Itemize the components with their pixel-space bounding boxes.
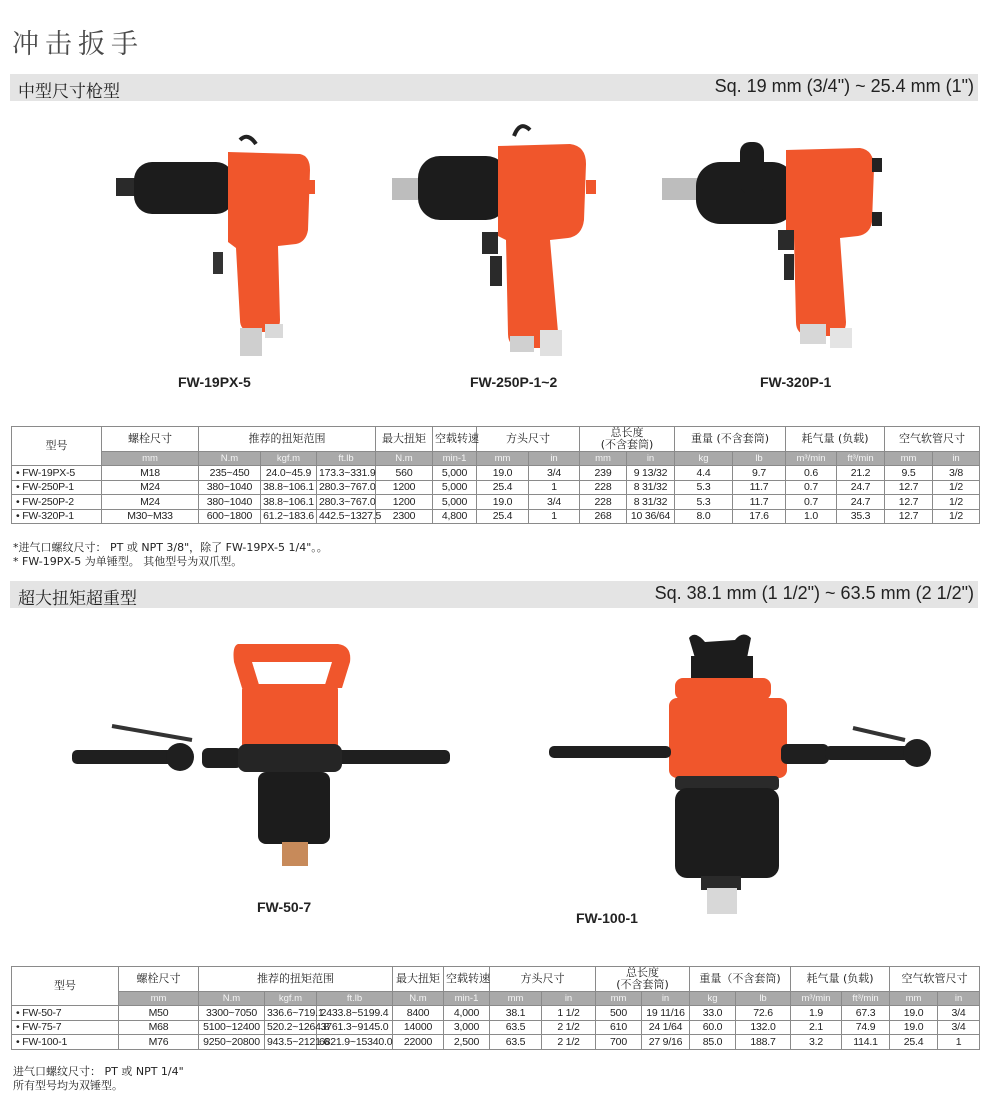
table-cell: 943.5~2121.6 (265, 1035, 317, 1050)
table-cell: 114.1 (842, 1035, 890, 1050)
table-cell: 3300~7050 (199, 1006, 265, 1021)
table-cell: 3/4 (529, 495, 580, 510)
table-cell: 5,000 (433, 466, 477, 481)
col-bolt: 螺栓尺寸 (119, 967, 199, 992)
table-cell: 8.0 (675, 509, 733, 524)
table-cell: 25.4 (890, 1035, 938, 1050)
table-cell: 5,000 (433, 480, 477, 495)
model-cell: • FW-320P-1 (12, 509, 102, 524)
table-cell: 5,000 (433, 495, 477, 510)
table-cell: 0.7 (786, 495, 837, 510)
table-cell: 24.0~45.9 (261, 466, 317, 481)
table-cell: M68 (119, 1020, 199, 1035)
table-cell: 1/2 (933, 509, 980, 524)
table-cell: 3/4 (938, 1006, 980, 1021)
table1-note-1: *进气口螺纹尺寸： PT 或 NPT 3/8"，除了 FW-19PX-5 1/4"。。 (13, 541, 328, 554)
table-cell: M76 (119, 1035, 199, 1050)
table-cell: 60.0 (690, 1020, 736, 1035)
table-cell: 85.0 (690, 1035, 736, 1050)
col-torque: 推荐的扭矩范围 (199, 427, 376, 452)
unit-cell: ft.lb (317, 452, 376, 466)
table-cell: 5.3 (675, 495, 733, 510)
table-cell: 2300 (376, 509, 433, 524)
table-cell: 500 (596, 1006, 642, 1021)
table-cell: 228 (580, 480, 627, 495)
table-cell: 8 31/32 (627, 495, 675, 510)
table1-note-2: * FW-19PX-5 为单锤型。 其他型号为双爪型。 (13, 555, 243, 568)
unit-cell: in (642, 992, 690, 1006)
col-square: 方头尺寸 (490, 967, 596, 992)
table-cell: 33.0 (690, 1006, 736, 1021)
table-cell: 4.4 (675, 466, 733, 481)
table-cell: 2433.8~5199.4 (317, 1006, 393, 1021)
section-label: 超大扭矩超重型 (18, 589, 137, 609)
table2-body (12, 1006, 980, 1050)
unit-cell: kg (690, 992, 736, 1006)
model-cell: • FW-100-1 (12, 1035, 119, 1050)
unit-cell: mm (885, 452, 933, 466)
table-cell: 3/4 (529, 466, 580, 481)
table-cell: 1 (938, 1035, 980, 1050)
table-cell: 11.7 (733, 495, 786, 510)
col-air: 耗气量 (负载) (786, 427, 885, 452)
unit-cell: kgf.m (261, 452, 317, 466)
col-weight: 重量（不含套筒) (690, 967, 791, 992)
unit-cell: kg (675, 452, 733, 466)
table-cell: 12.7 (885, 480, 933, 495)
unit-cell: ft³/min (842, 992, 890, 1006)
table-cell: 19.0 (477, 495, 529, 510)
table-cell: 1.0 (786, 509, 837, 524)
table2-note-2: 所有型号均为双锤型。 (13, 1079, 123, 1092)
fw-50-7-image (62, 640, 454, 872)
table-cell: 1/2 (933, 495, 980, 510)
unit-cell: in (933, 452, 980, 466)
table-cell: 24.7 (837, 480, 885, 495)
col-length (580, 427, 675, 452)
table-cell: 4,000 (444, 1006, 490, 1021)
section-label: 中型尺寸枪型 (18, 82, 120, 102)
table-cell: 27 9/16 (642, 1035, 690, 1050)
unit-cell: ft.lb (317, 992, 393, 1006)
table-row (12, 1006, 980, 1021)
col-torque: 推荐的扭矩范围 (199, 967, 393, 992)
table-cell: 63.5 (490, 1020, 542, 1035)
table-cell: 19.0 (890, 1020, 938, 1035)
table-row (12, 466, 980, 481)
table-cell: 72.6 (736, 1006, 791, 1021)
table2-note-1: 进气口螺纹尺寸： PT 或 NPT 1/4" (13, 1065, 184, 1078)
table-cell: 38.8~106.1 (261, 480, 317, 495)
table-cell: 700 (596, 1035, 642, 1050)
table-cell: 8 31/32 (627, 480, 675, 495)
col-model: 型号 (12, 967, 119, 1006)
table-cell: 9 13/32 (627, 466, 675, 481)
table-row (12, 495, 980, 510)
table-cell: M50 (119, 1006, 199, 1021)
model-cell: • FW-75-7 (12, 1020, 119, 1035)
unit-cell: mm (490, 992, 542, 1006)
table-cell: 25.4 (477, 480, 529, 495)
table-cell: 3761.3~9145.0 (317, 1020, 393, 1035)
fw-250p-1-image (390, 120, 600, 365)
table-cell: 12.7 (885, 495, 933, 510)
model-cell: • FW-50-7 (12, 1006, 119, 1021)
col-bolt: 螺栓尺寸 (102, 427, 199, 452)
section-size-range: Sq. 38.1 mm (1 1/2") ~ 63.5 mm (2 1/2") (654, 583, 974, 603)
table-row (12, 509, 980, 524)
unit-cell: m³/min (786, 452, 837, 466)
table-row (12, 1035, 980, 1050)
table-cell: 25.4 (477, 509, 529, 524)
table-cell: 8400 (393, 1006, 444, 1021)
table-cell: 1 1/2 (542, 1006, 596, 1021)
table-cell: 2 1/2 (542, 1035, 596, 1050)
table-unit-row (12, 452, 980, 466)
table-cell: 24.7 (837, 495, 885, 510)
table-cell: 67.3 (842, 1006, 890, 1021)
table-cell: 173.3~331.9 (317, 466, 376, 481)
unit-cell: mm (596, 992, 642, 1006)
table-row (12, 480, 980, 495)
model-cell: • FW-250P-1 (12, 480, 102, 495)
model-cell: • FW-250P-2 (12, 495, 102, 510)
table-cell: 9250~20800 (199, 1035, 265, 1050)
table-cell: 3,000 (444, 1020, 490, 1035)
table-cell: 14000 (393, 1020, 444, 1035)
col-square: 方头尺寸 (477, 427, 580, 452)
table-cell: 0.7 (786, 480, 837, 495)
table-cell: 5100~12400 (199, 1020, 265, 1035)
table-cell: 239 (580, 466, 627, 481)
unit-cell: ft³/min (837, 452, 885, 466)
table-cell: 132.0 (736, 1020, 791, 1035)
fw-19px-5-image (110, 130, 330, 365)
table-cell: 19.0 (890, 1006, 938, 1021)
table-cell: 21.2 (837, 466, 885, 481)
table-cell: M30~M33 (102, 509, 199, 524)
col-free-speed: 空载转速 (433, 427, 477, 452)
table-cell: 228 (580, 495, 627, 510)
table-cell: 74.9 (842, 1020, 890, 1035)
section-header-medium-pistol (10, 74, 978, 101)
table-unit-row (12, 992, 980, 1006)
unit-cell: in (529, 452, 580, 466)
col-hose: 空气软管尺寸 (890, 967, 980, 992)
table-header-row (12, 967, 980, 992)
unit-cell: mm (102, 452, 199, 466)
unit-cell: mm (580, 452, 627, 466)
fw-100-1-image (545, 628, 940, 918)
table-cell: 11.7 (733, 480, 786, 495)
table-cell: 17.6 (733, 509, 786, 524)
col-length-line2: (不含套筒) (600, 438, 654, 451)
unit-cell: mm (890, 992, 938, 1006)
table-cell: 61.2~183.6 (261, 509, 317, 524)
unit-cell: kgf.m (265, 992, 317, 1006)
table-cell: 380~1040 (199, 480, 261, 495)
table-cell: 63.5 (490, 1035, 542, 1050)
fw-320p-1-image (660, 138, 885, 353)
unit-cell: mm (119, 992, 199, 1006)
unit-cell: in (938, 992, 980, 1006)
table-cell: 268 (580, 509, 627, 524)
unit-cell: m³/min (791, 992, 842, 1006)
col-length-line2: (不含套筒) (616, 978, 669, 991)
table-cell: 9.7 (733, 466, 786, 481)
section-size-range: Sq. 19 mm (3/4") ~ 25.4 mm (1") (714, 76, 974, 96)
spec-table-heavy (11, 966, 980, 1050)
table-cell: 38.1 (490, 1006, 542, 1021)
col-model: 型号 (12, 427, 102, 466)
table-cell: 280.3~767.0 (317, 480, 376, 495)
table-cell: 442.5~1327.5 (317, 509, 376, 524)
unit-cell: N.m (393, 992, 444, 1006)
product-name-fw-50-7: FW-50-7 (257, 899, 312, 915)
table-cell: 3/8 (933, 466, 980, 481)
unit-cell: mm (477, 452, 529, 466)
table-cell: 336.6~719.1 (265, 1006, 317, 1021)
col-air: 耗气量 (负载) (791, 967, 890, 992)
table-cell: 610 (596, 1020, 642, 1035)
table-cell: 22000 (393, 1035, 444, 1050)
col-max-torque: 最大扭矩 (376, 427, 433, 452)
unit-cell: lb (733, 452, 786, 466)
table-cell: 24 1/64 (642, 1020, 690, 1035)
table-cell: 1.9 (791, 1006, 842, 1021)
table-cell: 560 (376, 466, 433, 481)
table-cell: 1 (529, 480, 580, 495)
model-cell: • FW-19PX-5 (12, 466, 102, 481)
table-cell: 2.1 (791, 1020, 842, 1035)
table-cell: 1200 (376, 480, 433, 495)
table-cell: 280.3~767.0 (317, 495, 376, 510)
table-cell: 1 (529, 509, 580, 524)
table-cell: 3/4 (938, 1020, 980, 1035)
table-cell: M18 (102, 466, 199, 481)
unit-cell: N.m (199, 452, 261, 466)
table-cell: 12.7 (885, 509, 933, 524)
col-max-torque: 最大扭矩 (393, 967, 444, 992)
table1-body (12, 466, 980, 524)
table-cell: 188.7 (736, 1035, 791, 1050)
table-cell: 4,800 (433, 509, 477, 524)
table-cell: 19.0 (477, 466, 529, 481)
col-hose: 空气软管尺寸 (885, 427, 980, 452)
product-name-fw-19px-5: FW-19PX-5 (178, 374, 251, 390)
table-cell: 1/2 (933, 480, 980, 495)
table-cell: 5.3 (675, 480, 733, 495)
col-weight: 重量 (不含套筒) (675, 427, 786, 452)
unit-cell: in (542, 992, 596, 1006)
col-free-speed: 空载转速 (444, 967, 490, 992)
table-cell: 19 11/16 (642, 1006, 690, 1021)
spec-table-medium (11, 426, 980, 524)
product-name-fw-250p: FW-250P-1~2 (470, 374, 558, 390)
col-length-line1: 总长度 (610, 426, 644, 439)
unit-cell: min-1 (433, 452, 477, 466)
table-cell: 38.8~106.1 (261, 495, 317, 510)
table-cell: 2 1/2 (542, 1020, 596, 1035)
table-cell: 235~450 (199, 466, 261, 481)
unit-cell: N.m (199, 992, 265, 1006)
col-length-line1: 总长度 (626, 966, 660, 979)
table-cell: 3.2 (791, 1035, 842, 1050)
col-length (596, 967, 690, 992)
table-cell: 2,500 (444, 1035, 490, 1050)
table-cell: 1200 (376, 495, 433, 510)
page-title: 冲击扳手 (12, 29, 144, 60)
table-cell: M24 (102, 495, 199, 510)
unit-cell: in (627, 452, 675, 466)
unit-cell: lb (736, 992, 791, 1006)
table-row (12, 1020, 980, 1035)
table-cell: 0.6 (786, 466, 837, 481)
table-cell: 520.2~1264.8 (265, 1020, 317, 1035)
section-header-heavy-duty (10, 581, 978, 608)
unit-cell: N.m (376, 452, 433, 466)
table-cell: M24 (102, 480, 199, 495)
table-cell: 35.3 (837, 509, 885, 524)
table-cell: 380~1040 (199, 495, 261, 510)
table-cell: 600~1800 (199, 509, 261, 524)
product-name-fw-320p-1: FW-320P-1 (760, 374, 832, 390)
table-cell: 9.5 (885, 466, 933, 481)
table-cell: 6821.9~15340.0 (317, 1035, 393, 1050)
unit-cell: min-1 (444, 992, 490, 1006)
table-header-row (12, 427, 980, 452)
product-name-fw-100-1: FW-100-1 (576, 910, 638, 926)
table-cell: 10 36/64 (627, 509, 675, 524)
